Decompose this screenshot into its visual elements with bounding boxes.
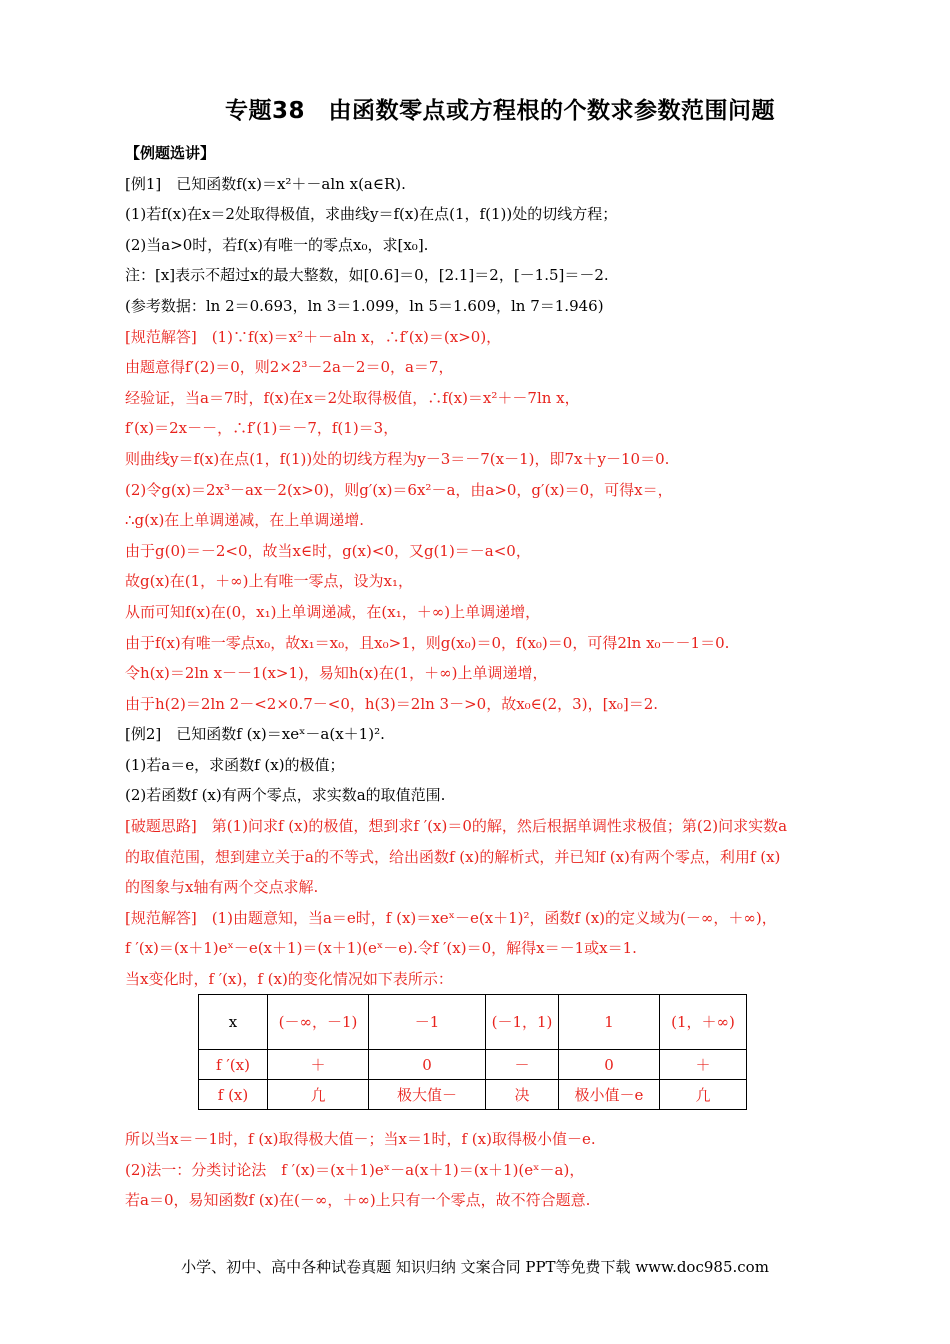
table-cell: 极大值－ xyxy=(369,1080,486,1110)
text-line: 由于f(x)有唯一零点x₀，故x₁＝x₀，且x₀>1，则g(x₀)＝0，f(x₀)＝0，可得2ln x₀－－1＝0. xyxy=(125,633,730,652)
table-cell: x xyxy=(199,995,268,1050)
table-cell: 凢 xyxy=(660,1080,747,1110)
text-line: ∴g(x)在上单调递减，在上单调递增. xyxy=(125,511,365,530)
text-line: (2)若函数f (x)有两个零点，求实数a的取值范围. xyxy=(125,786,446,805)
table-cell: (1，＋∞) xyxy=(660,995,747,1050)
table-cell: － xyxy=(486,1050,559,1080)
text-line: [规范解答] (1)∵f(x)＝x²＋－aln x，∴f′(x)＝(x>0)， xyxy=(125,327,502,346)
text-line: [破题思路] 第(1)问求f (x)的极值，想到求f ′(x)＝0的解，然后根据单调性求极值；第(2)问求实数a xyxy=(125,817,788,836)
text-line: [例2] 已知函数f (x)＝xeˣ－a(x＋1)². xyxy=(125,725,385,744)
text-line: [规范解答] (1)由题意知，当a＝e时，f (x)＝xeˣ－e(x＋1)²，函数f (x)的定义域为(－∞，＋∞)， xyxy=(125,908,777,927)
text-line: f′(x)＝2x－－，∴f′(1)＝－7，f(1)＝3， xyxy=(125,419,399,438)
text-line: (1)若a＝e，求函数f (x)的极值； xyxy=(125,755,345,774)
text-line: 令h(x)＝2ln x－－1(x>1)，易知h(x)在(1，＋∞)上单调递增， xyxy=(125,664,548,683)
text-line: (2)令g(x)＝2x³－ax－2(x>0)，则g′(x)＝6x²－a，由a>0，g′(x)＝0，可得x＝， xyxy=(125,480,673,499)
table-cell: (－1，1) xyxy=(486,995,559,1050)
table-cell: 0 xyxy=(369,1050,486,1080)
table-cell: f (x) xyxy=(199,1080,268,1110)
text-line: (1)若f(x)在x＝2处取得极值，求曲线y＝f(x)在点(1，f(1))处的切线方程； xyxy=(125,205,618,224)
content-body xyxy=(125,138,865,995)
table-row xyxy=(199,995,747,1050)
text-line: 从而可知f(x)在(0，x₁)上单调递减，在(x₁，＋∞)上单调递增， xyxy=(125,602,541,621)
table-row xyxy=(199,1050,747,1080)
page-footer: 小学、初中、高中各种试卷真题 知识归纳 文案合同 PPT等免费下载 www.doc985.com xyxy=(181,1258,769,1276)
table-cell: ＋ xyxy=(268,1050,369,1080)
text-line: (2)当a>0时，若f(x)有唯一的零点x₀，求[x₀]. xyxy=(125,235,429,254)
text-line: 的取值范围，想到建立关于a的不等式，给出函数f (x)的解析式，并已知f (x)有两个零点，利用f (x) xyxy=(125,847,781,866)
text-line: 所以当x＝－1时，f (x)取得极大值－；当x＝1时，f (x)取得极小值－e. xyxy=(125,1130,596,1148)
table-cell: 1 xyxy=(559,995,660,1050)
text-line: 由于h(2)＝2ln 2－<2×0.7－<0，h(3)＝2ln 3－>0，故x₀∈(2，3)，[x₀]＝2. xyxy=(125,694,659,713)
table-cell: f ′(x) xyxy=(199,1050,268,1080)
table-cell: 极小值－e xyxy=(559,1080,660,1110)
text-line: 注：[x]表示不超过x的最大整数，如[0.6]＝0，[2.1]＝2，[－1.5]＝－2. xyxy=(125,266,609,285)
text-line: 故g(x)在(1，＋∞)上有唯一零点，设为x₁， xyxy=(125,572,413,591)
variation-table xyxy=(198,994,747,1110)
table-row xyxy=(199,1080,747,1110)
text-line: 当x变化时，f ′(x)，f (x)的变化情况如下表所示： xyxy=(125,970,453,989)
table-cell: 凢 xyxy=(268,1080,369,1110)
page-title: 专题38 由函数零点或方程根的个数求参数范围问题 xyxy=(224,98,775,124)
table-cell: －1 xyxy=(369,995,486,1050)
text-line: 由于g(0)＝－2<0，故当x∈时，g(x)<0，又g(1)＝－a<0， xyxy=(125,541,531,560)
text-line: 经验证，当a＝7时，f(x)在x＝2处取得极值，∴f(x)＝x²＋－7ln x， xyxy=(125,388,580,407)
table-cell: (－∞，－1) xyxy=(268,995,369,1050)
table-cell: 0 xyxy=(559,1050,660,1080)
text-line: 【例题选讲】 xyxy=(125,144,216,162)
text-line: 则曲线y＝f(x)在点(1，f(1))处的切线方程为y－3＝－7(x－1)，即7x＋y－10＝0. xyxy=(125,449,670,468)
content-body-continued xyxy=(125,1124,865,1216)
text-line: (参考数据：ln 2＝0.693，ln 3＝1.099，ln 5＝1.609，ln 7＝1.946) xyxy=(125,296,604,315)
table-cell: 决 xyxy=(486,1080,559,1110)
table-cell: ＋ xyxy=(660,1050,747,1080)
text-line: f ′(x)＝(x＋1)eˣ－e(x＋1)＝(x＋1)(eˣ－e).令f ′(x)＝0，解得x＝－1或x＝1. xyxy=(125,939,637,958)
text-line: 的图象与x轴有两个交点求解. xyxy=(125,878,319,897)
text-line: 由题意得f′(2)＝0，则2×2³－2a－2＝0，a＝7， xyxy=(125,358,454,377)
text-line: (2)法一：分类讨论法 f ′(x)＝(x＋1)eˣ－a(x＋1)＝(x＋1)(eˣ－a)， xyxy=(125,1160,585,1179)
text-line: 若a＝0，易知函数f (x)在(－∞，＋∞)上只有一个零点，故不符合题意. xyxy=(125,1191,591,1210)
text-line: [例1] 已知函数f(x)＝x²＋－aln x(a∈R). xyxy=(125,174,406,193)
